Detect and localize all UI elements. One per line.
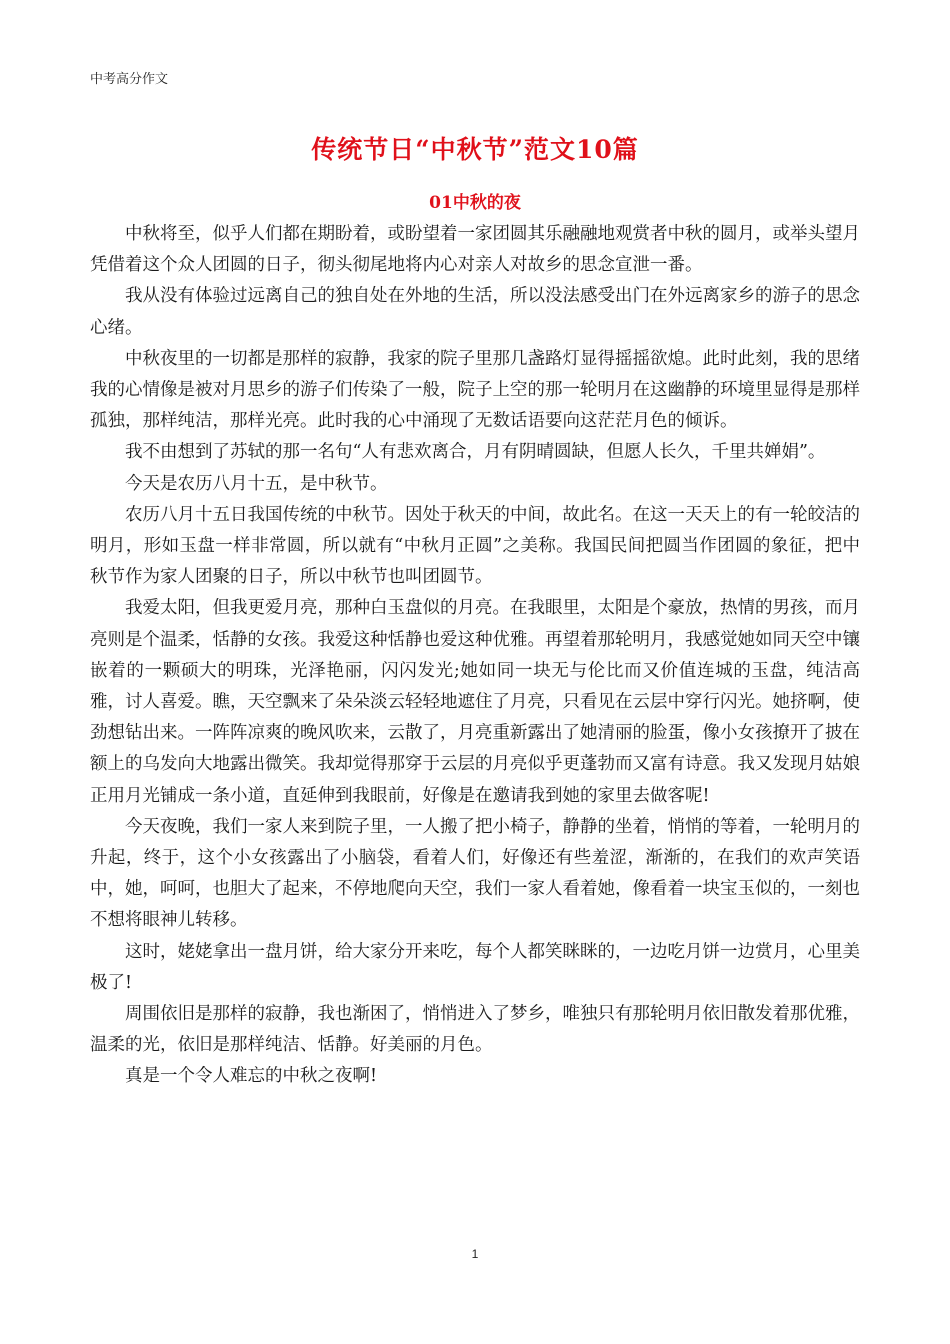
paragraph: 今天是农历八月十五，是中秋节。 — [125, 473, 388, 494]
paragraph: 农历八月十五日我国传统的中秋节。因处于秋天的中间，故此名。在这一天天上的有一轮皎洁的明月，形如玉盘一样非常圆，所以就有“中秋月正圆”之美称。我国民间把圆当作团圆的象征，把中秋节作为家人团聚的日子，所以中秋节也叫团圆节。 — [90, 504, 860, 588]
article-body — [90, 219, 860, 1093]
paragraph: 我不由想到了苏轼的那一名句“人有悲欢离合，月有阴晴圆缺，但愿人长久，千里共婵娟”。 — [125, 442, 826, 463]
paragraph: 今天夜晚，我们一家人来到院子里，一人搬了把小椅子，静静的坐着，悄悄的等着，一轮明月的升起，终于，这个小女孩露出了小脑袋，看着人们，好像还有些羞涩，渐渐的，在我们的欢声笑语中，她，呵呵，也胆大了起来，不停地爬向天空，我们一家人看着她，像看着一块宝玉似的，一刻也不想将眼神儿转移。 — [90, 816, 860, 931]
page-header: 中考高分作文 — [90, 72, 169, 87]
paragraph: 这时，姥姥拿出一盘月饼，给大家分开来吃，每个人都笑眯眯的，一边吃月饼一边赏月，心里美极了! — [90, 941, 860, 993]
section-title: 01中秋的夜 — [429, 193, 521, 213]
page-number: 1 — [471, 1247, 479, 1261]
paragraph: 我爱太阳，但我更爱月亮，那种白玉盘似的月亮。在我眼里，太阳是个豪放，热情的男孩，而月亮则是个温柔，恬静的女孩。我爱这种恬静也爱这种优雅。再望着那轮明月，我感觉她如同天空中镶嵌着的一颗硕大的明珠，光泽艳丽，闪闪发光;她如同一块无与伦比而又价值连城的玉盘，纯洁高雅，讨人喜爱。瞧，天空飘来了朵朵淡云轻轻地遮住了月亮，只看见在云层中穿行闪光。她挤啊，使劲想钻出来。一阵阵凉爽的晚风吹来，云散了，月亮重新露出了她清丽的脸蛋，像小女孩撩开了披在额上的乌发向大地露出微笑。我却觉得那穿于云层的月亮似乎更蓬勃而又富有诗意。我又发现月姑娘正用月光铺成一条小道，直延伸到我眼前，好像是在邀请我到她的家里去做客呢! — [90, 598, 860, 806]
document-title: 传统节日“中秋节”范文10篇 — [311, 135, 639, 164]
paragraph: 真是一个令人难忘的中秋之夜啊! — [125, 1066, 378, 1087]
paragraph: 周围依旧是那样的寂静，我也渐困了，悄悄进入了梦乡，唯独只有那轮明月依旧散发着那优雅，温柔的光，依旧是那样纯洁、恬静。好美丽的月色。 — [90, 1004, 860, 1056]
paragraph: 中秋将至，似乎人们都在期盼着，或盼望着一家团圆其乐融融地观赏者中秋的圆月，或举头望月凭借着这个众人团圆的日子，彻头彻尾地将内心对亲人对故乡的思念宣泄一番。 — [90, 224, 860, 276]
paragraph: 我从没有体验过远离自己的独自处在外地的生活，所以没法感受出门在外远离家乡的游子的思念心绪。 — [90, 286, 860, 338]
paragraph: 中秋夜里的一切都是那样的寂静，我家的院子里那几盏路灯显得摇摇欲熄。此时此刻，我的思绪我的心情像是被对月思乡的游子们传染了一般，院子上空的那一轮明月在这幽静的环境里显得是那样孤独，那样纯洁，那样光亮。此时我的心中涌现了无数话语要向这茫茫月色的倾诉。 — [90, 348, 860, 432]
